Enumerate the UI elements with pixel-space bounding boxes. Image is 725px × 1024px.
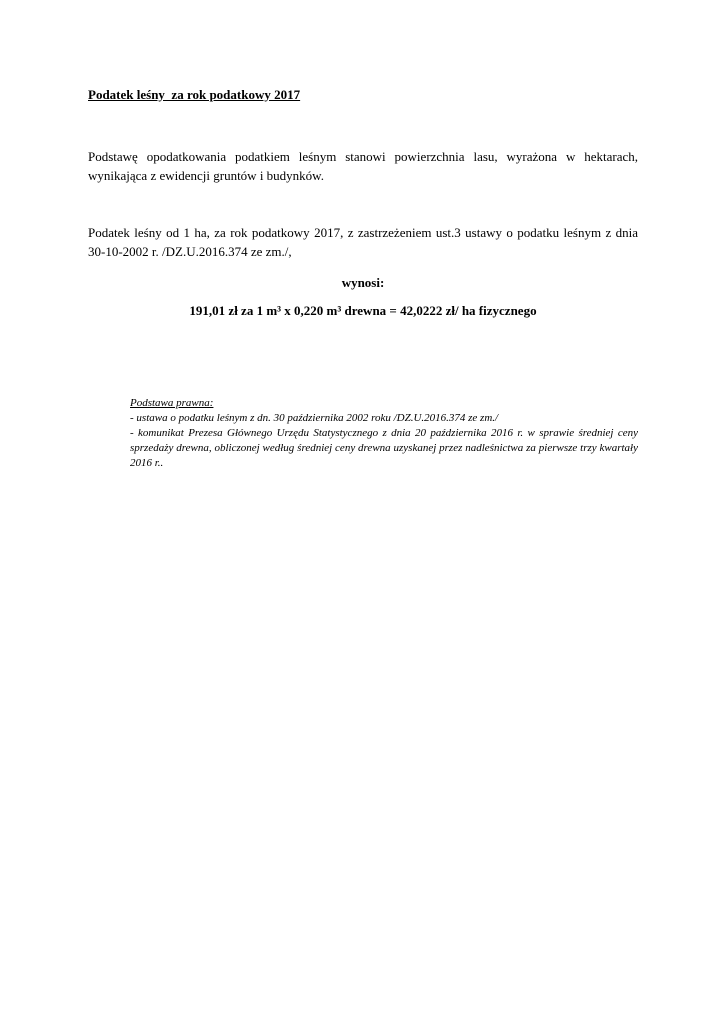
document-title: Podatek leśny za rok podatkowy 2017 <box>88 87 301 102</box>
legal-basis-heading: Podstawa prawna: <box>130 397 214 409</box>
legal-basis-section <box>130 396 638 471</box>
legal-basis-item-act: - ustawa o podatku leśnym z dn. 30 października 2002 roku /DZ.U.2016.374 ze zm./ <box>130 412 499 424</box>
paragraph-tax-basis: Podstawę opodatkowania podatkiem leśnym stanowi powierzchnia lasu, wyrażona w hektarach, wynikająca z ewidencji gruntów i budynków. <box>88 149 638 183</box>
legal-basis-item-announcement: - komunikat Prezesa Głównego Urzędu Statystycznego z dnia 20 października 2016 r. w sprawie średniej ceny sprzedaży drewna, obliczonej według średniej ceny drewna uzyskanej przez nadleśnictwa za pierwsze trzy kwartały 2016 r.. <box>130 427 638 469</box>
tax-formula: 191,01 zł za 1 m³ x 0,220 m³ drewna = 42,0222 zł/ ha fizycznego <box>189 303 537 318</box>
amounts-to-label: wynosi: <box>341 275 385 290</box>
paragraph-tax-rate-intro: Podatek leśny od 1 ha, za rok podatkowy 2017, z zastrzeżeniem ust.3 ustawy o podatku leśnym z dnia 30-10-2002 r. /DZ.U.2016.374 ze zm./, <box>88 225 638 259</box>
